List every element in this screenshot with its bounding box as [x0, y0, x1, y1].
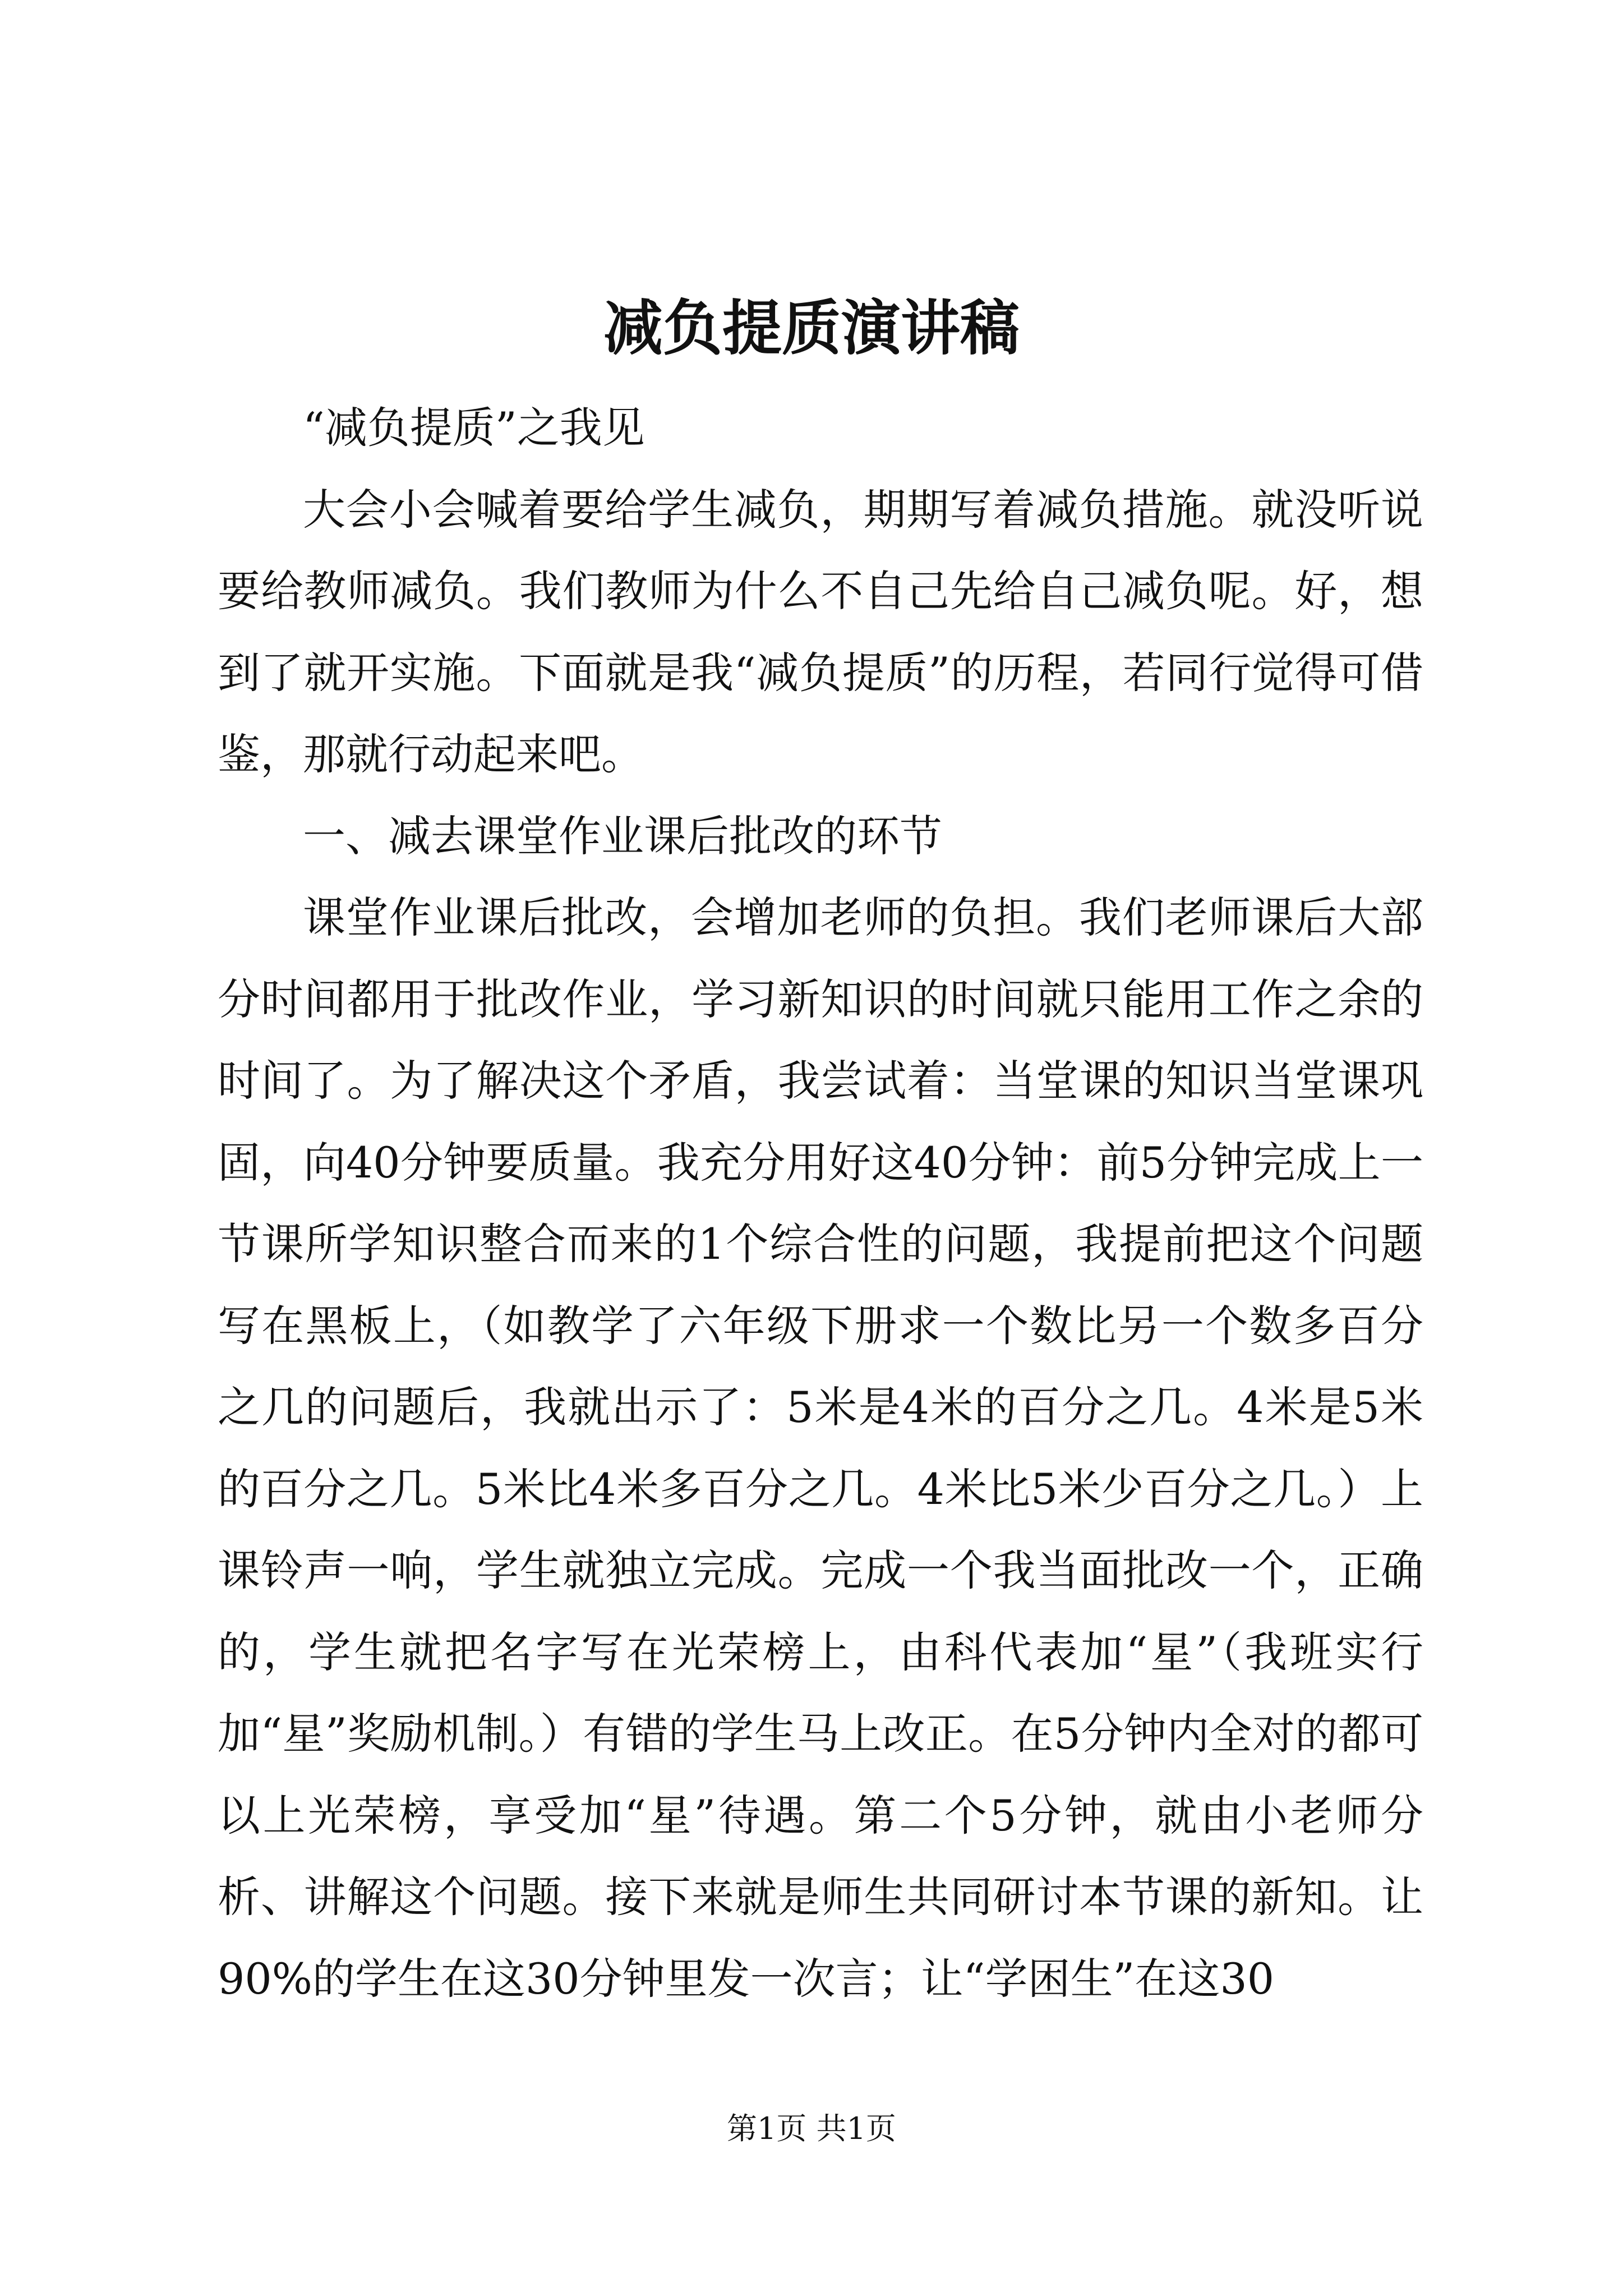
document-body: [218, 387, 1423, 2019]
page-footer: 第1页 共1页: [727, 2111, 896, 2146]
intro-paragraph: 大会小会喊着要给学生减负，期期写着减负措施。就没听说要给教师减负。我们教师为什么不自己先给自己减负呢。好，想到了就开实施。下面就是我“减负提质”的历程，若同行觉得可借鉴，那就行动起来吧。: [218, 484, 1423, 779]
document-title: 减负提质演讲稿: [603, 293, 1020, 363]
section-body-paragraph: 课堂作业课后批改，会增加老师的负担。我们老师课后大部分时间都用于批改作业，学习新知识的时间就只能用工作之余的时间了。为了解决这个矛盾，我尝试着：当堂课的知识当堂课巩固，向40分钟要质量。我充分用好这40分钟：前5分钟完成上一节课所学知识整合而来的1个综合性的问题，我提前把这个问题写在黑板上，（如教学了六年级下册求一个数比另一个数多百分之几的问题后，我就出示了：5米是4米的百分之几。4米是5米的百分之几。5米比4米多百分之几。4米比5米少百分之几。）上课铃声一响，学生就独立完成。完成一个我当面批改一个，正确的，学生就把名字写在光荣榜上，由科代表加“星”（我班实行加“星”奖励机制。）有错的学生马上改正。在5分钟内全对的都可以上光荣榜，享受加“星”待遇。第二个5分钟，就由小老师分析、讲解这个问题。接下来就是师生共同研讨本节课的新知。让90%的学生在这30分钟里发一次言；让“学困生”在这30: [218, 892, 1423, 2004]
subtitle-paragraph: “减负提质”之我见: [303, 403, 645, 453]
section-heading: 一、减去课堂作业课后批改的环节: [303, 811, 942, 861]
